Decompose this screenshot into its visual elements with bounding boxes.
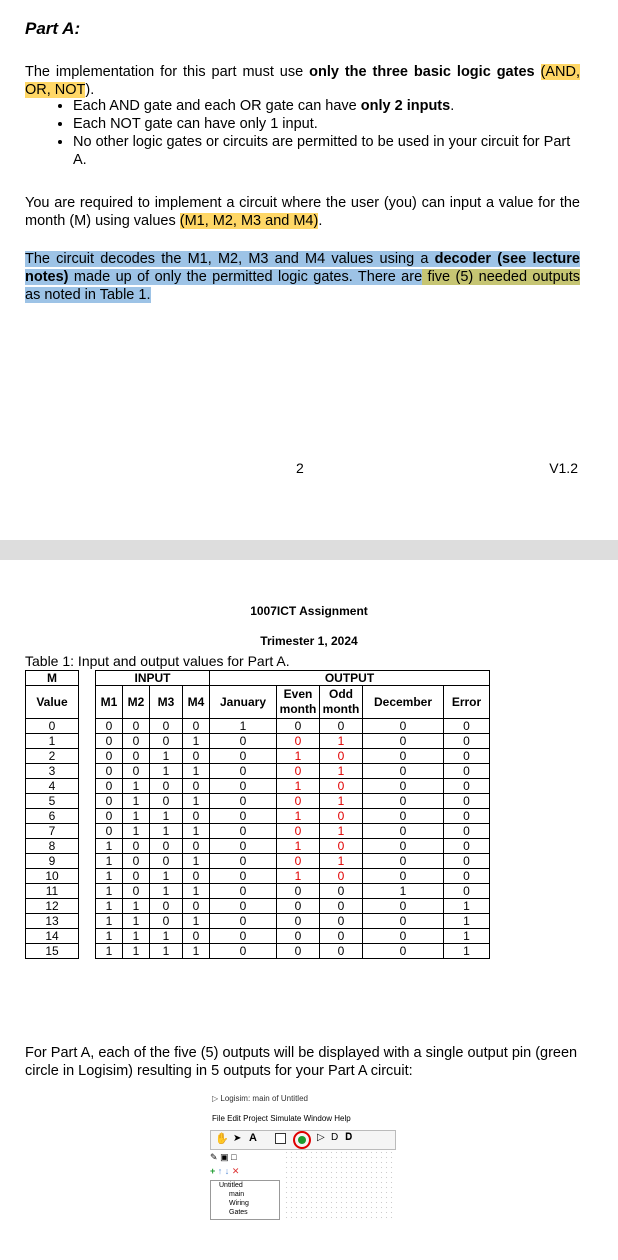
header-course: 1007ICT Assignment (250, 604, 368, 618)
table-cell: 0 (183, 809, 210, 824)
table-cell: 0 (363, 734, 444, 749)
column-gap (79, 869, 96, 884)
table-cell: 4 (26, 779, 79, 794)
table-cell: 1 (444, 914, 490, 929)
table-row (26, 794, 490, 809)
table-cell: 0 (96, 779, 123, 794)
rule-end: . (450, 98, 455, 114)
table-cell: 1 (150, 929, 183, 944)
decoder-end: as noted in Table 1. (25, 287, 151, 303)
table-cell: 1 (183, 944, 210, 959)
table-cell: 0 (363, 899, 444, 914)
table-cell: 0 (210, 884, 277, 899)
table-row (26, 854, 490, 869)
table-cell: 0 (363, 794, 444, 809)
col-error: Error (444, 686, 490, 719)
table-cell: 9 (26, 854, 79, 869)
table-cell: 0 (96, 719, 123, 734)
table-cell: 0 (210, 944, 277, 959)
table-cell: 1 (183, 764, 210, 779)
text-tool-icon[interactable]: A (249, 1132, 257, 1144)
table-cell: 12 (26, 899, 79, 914)
table-cell: 14 (26, 929, 79, 944)
table-cell: 1 (150, 944, 183, 959)
table-cell: 0 (210, 869, 277, 884)
table-cell: 1 (183, 734, 210, 749)
table-cell: 0 (277, 884, 320, 899)
intro-bold: only the three basic logic gates (309, 64, 535, 80)
table-cell: 7 (26, 824, 79, 839)
table-cell: 0 (96, 764, 123, 779)
table-cell: 0 (210, 929, 277, 944)
table-cell: 5 (26, 794, 79, 809)
table-cell: 0 (277, 719, 320, 734)
table-cell: 1 (277, 779, 320, 794)
table-cell: 0 (444, 779, 490, 794)
table-cell: 0 (210, 764, 277, 779)
table-cell: 0 (363, 749, 444, 764)
table-cell: 0 (320, 899, 363, 914)
table-cell: 1 (96, 839, 123, 854)
table-cell: 0 (210, 809, 277, 824)
table-cell: 0 (320, 914, 363, 929)
intro-end: ). (85, 82, 95, 98)
table-cell: 0 (210, 839, 277, 854)
col-m1: M1 (96, 686, 123, 719)
table-cell: 0 (444, 719, 490, 734)
table-cell: 0 (150, 839, 183, 854)
table-cell: 1 (123, 944, 150, 959)
table-cell: 0 (320, 809, 363, 824)
table-row (26, 944, 490, 959)
or-gate-icon[interactable]: 𝐃 (345, 1132, 353, 1143)
table-row (26, 869, 490, 884)
truth-table (25, 670, 490, 959)
table-row (26, 719, 490, 734)
remove-icon[interactable]: ✕ (231, 1166, 240, 1176)
table-cell: 0 (363, 779, 444, 794)
column-gap (79, 929, 96, 944)
table-cell: 1 (183, 824, 210, 839)
table-cell: 10 (26, 869, 79, 884)
table-cell: 3 (26, 764, 79, 779)
table-cell: 0 (320, 779, 363, 794)
table-cell: 0 (26, 719, 79, 734)
table-cell: 0 (210, 854, 277, 869)
table-cell: 0 (183, 779, 210, 794)
table-cell: 1 (96, 854, 123, 869)
table-cell: 0 (210, 749, 277, 764)
table-cell: 0 (363, 719, 444, 734)
column-gap (79, 839, 96, 854)
column-gap (79, 749, 96, 764)
column-gap (79, 794, 96, 809)
table-cell: 0 (183, 749, 210, 764)
column-gap (79, 884, 96, 899)
table-cell: 1 (123, 794, 150, 809)
table-cell: 0 (320, 749, 363, 764)
table-row (26, 899, 490, 914)
inputs-highlight: (M1, M2, M3 and M4) (179, 213, 319, 229)
tree-toolbar (210, 1166, 239, 1177)
rule-text: Each AND gate and each OR gate can have (73, 98, 361, 114)
table-cell: 0 (277, 764, 320, 779)
output-group-header: OUTPUT (210, 671, 490, 686)
table-cell: 1 (123, 899, 150, 914)
table-cell: 0 (320, 929, 363, 944)
table-cell: 0 (96, 734, 123, 749)
menu-bar[interactable]: File Edit Project Simulate Window Help (212, 1114, 351, 1123)
table-cell: 1 (183, 854, 210, 869)
table-cell: 0 (150, 914, 183, 929)
table-cell: 1 (320, 824, 363, 839)
table-cell: 0 (183, 929, 210, 944)
table-cell: 15 (26, 944, 79, 959)
table-cell: 1 (444, 899, 490, 914)
intro-paragraph (25, 63, 580, 99)
table-cell: 0 (363, 839, 444, 854)
table-cell: 0 (363, 809, 444, 824)
table-cell: 0 (150, 779, 183, 794)
rule-bold: only 2 inputs (360, 98, 451, 114)
tree-item-main[interactable]: main (229, 1191, 245, 1198)
table-cell: 0 (363, 869, 444, 884)
edit-icon[interactable]: ✎ (210, 1152, 218, 1162)
document-page-2 (0, 560, 618, 1260)
table-cell: 0 (320, 719, 363, 734)
table-cell: 1 (96, 929, 123, 944)
table-cell: 0 (210, 824, 277, 839)
table-cell: 1 (277, 809, 320, 824)
table-cell: 1 (444, 929, 490, 944)
table-cell: 0 (150, 854, 183, 869)
month-text: You are required to implement a circuit where the user (you) can input a value for the month (M) using values (25, 195, 580, 229)
output-pin-icon[interactable] (298, 1136, 306, 1144)
table-cell: 0 (277, 854, 320, 869)
table-cell: 0 (363, 944, 444, 959)
select-tool-icon[interactable]: ➤ (233, 1133, 242, 1144)
table-row (26, 914, 490, 929)
table-cell: 0 (277, 899, 320, 914)
table-cell: 0 (210, 779, 277, 794)
column-gap (79, 914, 96, 929)
project-tree (210, 1180, 280, 1220)
table-cell: 1 (320, 794, 363, 809)
table-cell: 11 (26, 884, 79, 899)
table-cell: 0 (363, 764, 444, 779)
part-title: Part A: (25, 19, 81, 38)
table-cell: 0 (96, 794, 123, 809)
table-cell: 1 (183, 914, 210, 929)
table-cell: 8 (26, 839, 79, 854)
decoder-text-2: made up of only the permitted logic gates. There are (68, 269, 423, 285)
project-toolbar (210, 1152, 237, 1163)
logisim-logo-icon: ▷ (212, 1094, 219, 1103)
table-cell: 0 (277, 824, 320, 839)
table-cell: 0 (150, 734, 183, 749)
table-cell: 2 (26, 749, 79, 764)
table-cell: 0 (210, 914, 277, 929)
gates-highlight: (AND, OR, NOT (25, 64, 580, 98)
table-cell: 0 (363, 914, 444, 929)
col-m: M (26, 671, 79, 686)
table-row (26, 734, 490, 749)
table-row (26, 839, 490, 854)
input-pin-icon[interactable] (275, 1133, 286, 1144)
table-cell: 0 (320, 884, 363, 899)
not-gate-icon[interactable]: ▷ (317, 1132, 325, 1143)
table-cell: 6 (26, 809, 79, 824)
table-cell: 0 (210, 899, 277, 914)
input-group-header: INPUT (96, 671, 210, 686)
table-cell: 1 (183, 794, 210, 809)
table-cell: 0 (320, 944, 363, 959)
and-gate-icon[interactable]: D (331, 1132, 339, 1143)
table-cell: 0 (444, 809, 490, 824)
tree-item-wiring[interactable]: Wiring (229, 1200, 249, 1207)
col-even: Even month (277, 686, 320, 719)
table-cell: 0 (96, 809, 123, 824)
table-cell: 0 (363, 929, 444, 944)
table-cell: 0 (150, 899, 183, 914)
table-cell: 1 (210, 719, 277, 734)
table-cell: 1 (150, 869, 183, 884)
move-up-icon[interactable]: ↑ (217, 1166, 223, 1176)
table-cell: 1 (363, 884, 444, 899)
table-cell: 1 (123, 779, 150, 794)
table-cell: 0 (320, 839, 363, 854)
window-title (212, 1094, 308, 1103)
table-cell: 1 (96, 914, 123, 929)
window-title-text: Logisim: main of Untitled (220, 1094, 308, 1103)
table-cell: 0 (277, 794, 320, 809)
table-row (26, 764, 490, 779)
table-cell: 0 (444, 884, 490, 899)
version-label: V1.2 (549, 460, 578, 476)
table-cell: 0 (150, 794, 183, 809)
col-odd: Odd month (320, 686, 363, 719)
table-cell: 1 (150, 809, 183, 824)
column-gap (79, 899, 96, 914)
table-cell: 0 (183, 839, 210, 854)
table-cell: 1 (150, 884, 183, 899)
col-m2: M2 (123, 686, 150, 719)
table-cell: 0 (123, 884, 150, 899)
table-cell: 0 (363, 854, 444, 869)
table-cell: 1 (320, 734, 363, 749)
col-m4: M4 (183, 686, 210, 719)
table-row (26, 809, 490, 824)
header-trimester: Trimester 1, 2024 (260, 634, 358, 648)
table-cell: 1 (96, 869, 123, 884)
table-cell: 0 (277, 734, 320, 749)
table-cell: 0 (444, 734, 490, 749)
col-december: December (363, 686, 444, 719)
table-row (26, 824, 490, 839)
col-m3: M3 (150, 686, 183, 719)
table-cell: 0 (210, 734, 277, 749)
column-gap (79, 719, 96, 734)
table-cell: 1 (123, 809, 150, 824)
table-cell: 1 (277, 749, 320, 764)
table-cell: 0 (444, 839, 490, 854)
col-value: Value (26, 686, 79, 719)
table-caption: Table 1: Input and output values for Part A. (25, 653, 290, 669)
table-cell: 0 (363, 824, 444, 839)
add-icon[interactable]: + (210, 1166, 216, 1176)
table-cell: 0 (320, 869, 363, 884)
toolbar (210, 1130, 396, 1150)
document-page-1 (0, 0, 618, 540)
column-gap (79, 944, 96, 959)
table-cell: 0 (444, 824, 490, 839)
table-cell: 1 (96, 884, 123, 899)
month-end: . (318, 213, 323, 229)
move-down-icon[interactable]: ↓ (224, 1166, 230, 1176)
table-cell: 1 (123, 824, 150, 839)
table-cell: 0 (277, 929, 320, 944)
table-row (26, 749, 490, 764)
page-separator (0, 540, 618, 560)
component-icon[interactable]: ▣ (220, 1152, 229, 1162)
table-cell: 1 (123, 929, 150, 944)
rule-item: • No other logic gates or circuits are permitted to be used in your circuit for Part A. (73, 133, 580, 169)
table-cell: 0 (444, 854, 490, 869)
table-cell: 0 (150, 719, 183, 734)
table-cell: 1 (320, 764, 363, 779)
outputs-paragraph: For Part A, each of the five (5) outputs will be displayed with a single output pin (green circle in Logisim) resulting in 5 outputs for your Part A circuit: (25, 1045, 578, 1079)
table-cell: 0 (183, 719, 210, 734)
decoder-text: The circuit decodes the M1, M2, M3 and M4 values using a (25, 251, 435, 267)
table-cell: 1 (183, 884, 210, 899)
table-cell: 1 (150, 749, 183, 764)
table-cell: 1 (444, 944, 490, 959)
table-cell: 1 (320, 854, 363, 869)
table-cell: 1 (123, 914, 150, 929)
table-cell: 0 (277, 914, 320, 929)
table-cell: 0 (444, 869, 490, 884)
column-gap (79, 809, 96, 824)
table-cell: 1 (277, 839, 320, 854)
table-cell: 1 (150, 824, 183, 839)
table-cell: 0 (123, 839, 150, 854)
month-paragraph (25, 194, 580, 230)
table-cell: 0 (444, 764, 490, 779)
table-cell: 0 (123, 869, 150, 884)
table-cell: 13 (26, 914, 79, 929)
table-cell: 0 (277, 944, 320, 959)
rule-item (73, 97, 580, 115)
table-cell: 0 (96, 749, 123, 764)
table-cell: 1 (277, 869, 320, 884)
poke-tool-icon[interactable]: ✋ (215, 1133, 229, 1145)
decoder-paragraph (25, 250, 580, 304)
intro-text: The implementation for this part must use (25, 64, 310, 80)
table-cell: 0 (444, 794, 490, 809)
table-cell: 1 (26, 734, 79, 749)
table-cell: 0 (123, 734, 150, 749)
logisim-screenshot (208, 1090, 394, 1220)
decoder-bold: decoder (see lecture notes) (25, 251, 580, 285)
circuit-canvas[interactable] (284, 1150, 394, 1220)
column-gap (79, 824, 96, 839)
layout-icon[interactable]: □ (231, 1152, 237, 1162)
table-cell: 1 (150, 764, 183, 779)
table-cell: 1 (96, 944, 123, 959)
table-cell: 0 (123, 719, 150, 734)
table-row (26, 884, 490, 899)
table-cell: 1 (96, 899, 123, 914)
column-gap (79, 764, 96, 779)
table-cell: 0 (183, 869, 210, 884)
table-row (26, 929, 490, 944)
tree-item-project[interactable]: Untitled (219, 1182, 243, 1189)
rules-list (25, 97, 580, 169)
tree-item-gates[interactable]: Gates (229, 1209, 248, 1216)
column-gap (79, 734, 96, 749)
column-gap (79, 854, 96, 869)
table-cell: 0 (123, 764, 150, 779)
table-row (26, 779, 490, 794)
table-cell: 0 (183, 899, 210, 914)
truth-table-body (26, 719, 490, 959)
page-number: 2 (296, 460, 304, 476)
table-cell: 0 (96, 824, 123, 839)
outputs-highlight: five (5) needed outputs (422, 269, 580, 285)
col-january: January (210, 686, 277, 719)
table-cell: 0 (123, 749, 150, 764)
table-cell: 0 (210, 794, 277, 809)
rule-item: • Each NOT gate can have only 1 input. (73, 115, 580, 133)
column-gap (79, 779, 96, 794)
table-cell: 0 (444, 749, 490, 764)
table-cell: 0 (123, 854, 150, 869)
